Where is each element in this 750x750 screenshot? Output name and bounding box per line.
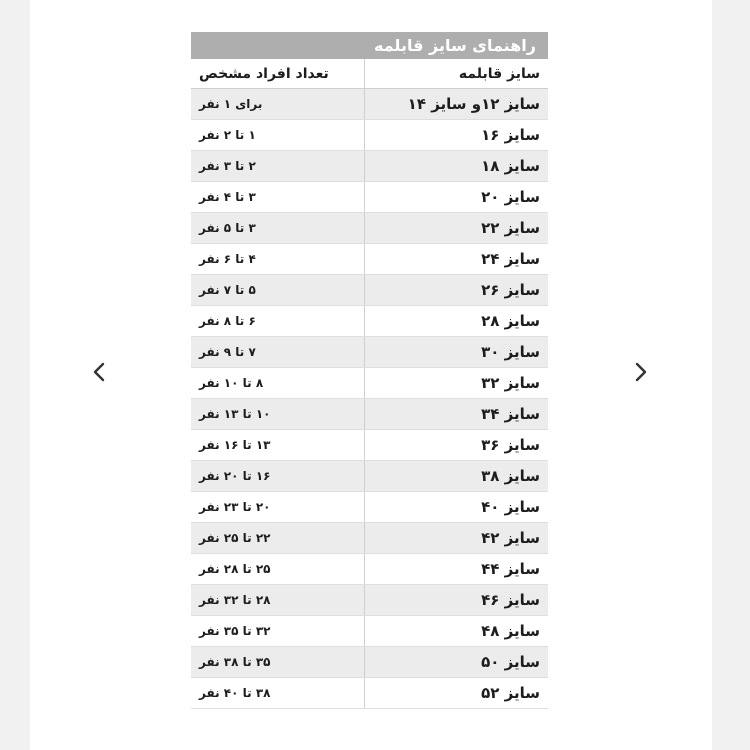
- table-row: [191, 368, 548, 399]
- pot-size-cell: سایز ۲۸: [365, 306, 549, 337]
- people-count-cell: ۲۵ تا ۲۸ نفر: [191, 554, 365, 585]
- pot-size-cell: سایز ۴۰: [365, 492, 549, 523]
- table-body: [191, 89, 548, 709]
- pot-size-cell: سایز ۴۶: [365, 585, 549, 616]
- table-row: [191, 616, 548, 647]
- people-count-cell: برای ۱ نفر: [191, 89, 365, 120]
- pot-size-cell: سایز ۵۲: [365, 678, 549, 709]
- table-row: [191, 585, 548, 616]
- people-count-cell: ۲۸ تا ۳۲ نفر: [191, 585, 365, 616]
- people-count-cell: ۷ تا ۹ نفر: [191, 337, 365, 368]
- people-count-cell: ۳ تا ۴ نفر: [191, 182, 365, 213]
- people-count-cell: ۳۸ تا ۴۰ نفر: [191, 678, 365, 709]
- header-pot-size: سایز قابلمه: [365, 59, 549, 89]
- pot-size-cell: سایز ۳۲: [365, 368, 549, 399]
- table-row: [191, 182, 548, 213]
- table-row: [191, 461, 548, 492]
- table-row: [191, 244, 548, 275]
- people-count-cell: ۸ تا ۱۰ نفر: [191, 368, 365, 399]
- pot-size-cell: سایز ۲۲: [365, 213, 549, 244]
- people-count-cell: ۶ تا ۸ نفر: [191, 306, 365, 337]
- pot-size-cell: سایز ۴۲: [365, 523, 549, 554]
- table-title: راهنمای سایز قابلمه: [191, 32, 548, 59]
- pot-size-cell: سایز ۴۸: [365, 616, 549, 647]
- next-image-button[interactable]: [626, 357, 656, 387]
- pot-size-cell: سایز ۴۴: [365, 554, 549, 585]
- pot-size-cell: سایز ۳۸: [365, 461, 549, 492]
- chevron-left-icon: [92, 361, 106, 383]
- people-count-cell: ۲ تا ۳ نفر: [191, 151, 365, 182]
- pot-size-cell: سایز ۳۰: [365, 337, 549, 368]
- people-count-cell: ۳۲ تا ۳۵ نفر: [191, 616, 365, 647]
- table-row: [191, 647, 548, 678]
- pot-size-cell: سایز ۵۰: [365, 647, 549, 678]
- table-row: [191, 678, 548, 709]
- pot-size-cell: سایز ۲۴: [365, 244, 549, 275]
- people-count-cell: ۱۳ تا ۱۶ نفر: [191, 430, 365, 461]
- table-header-row: [191, 59, 548, 89]
- people-count-cell: ۱ تا ۲ نفر: [191, 120, 365, 151]
- pot-size-cell: سایز ۲۶: [365, 275, 549, 306]
- pot-size-cell: سایز ۱۸: [365, 151, 549, 182]
- table-row: [191, 337, 548, 368]
- pot-size-cell: سایز ۱۶: [365, 120, 549, 151]
- people-count-cell: ۳۵ تا ۳۸ نفر: [191, 647, 365, 678]
- table-row: [191, 523, 548, 554]
- table-row: [191, 89, 548, 120]
- people-count-cell: ۱۰ تا ۱۳ نفر: [191, 399, 365, 430]
- table-row: [191, 399, 548, 430]
- table-row: [191, 306, 548, 337]
- people-count-cell: ۲۰ تا ۲۳ نفر: [191, 492, 365, 523]
- pot-size-cell: سایز ۳۴: [365, 399, 549, 430]
- people-count-cell: ۵ تا ۷ نفر: [191, 275, 365, 306]
- table-title-row: [191, 32, 548, 59]
- people-count-cell: ۴ تا ۶ نفر: [191, 244, 365, 275]
- table-row: [191, 492, 548, 523]
- pot-size-guide-table: [191, 32, 548, 709]
- table-row: [191, 151, 548, 182]
- table-row: [191, 275, 548, 306]
- people-count-cell: ۱۶ تا ۲۰ نفر: [191, 461, 365, 492]
- people-count-cell: ۲۲ تا ۲۵ نفر: [191, 523, 365, 554]
- table-row: [191, 430, 548, 461]
- header-people-count: تعداد افراد مشخص: [191, 59, 365, 89]
- table-row: [191, 120, 548, 151]
- pot-size-cell: سایز ۱۲و سایز ۱۴: [365, 89, 549, 120]
- pot-size-cell: سایز ۲۰: [365, 182, 549, 213]
- chevron-right-icon: [634, 361, 648, 383]
- people-count-cell: ۳ تا ۵ نفر: [191, 213, 365, 244]
- table-row: [191, 213, 548, 244]
- previous-image-button[interactable]: [84, 357, 114, 387]
- pot-size-cell: سایز ۳۶: [365, 430, 549, 461]
- table-row: [191, 554, 548, 585]
